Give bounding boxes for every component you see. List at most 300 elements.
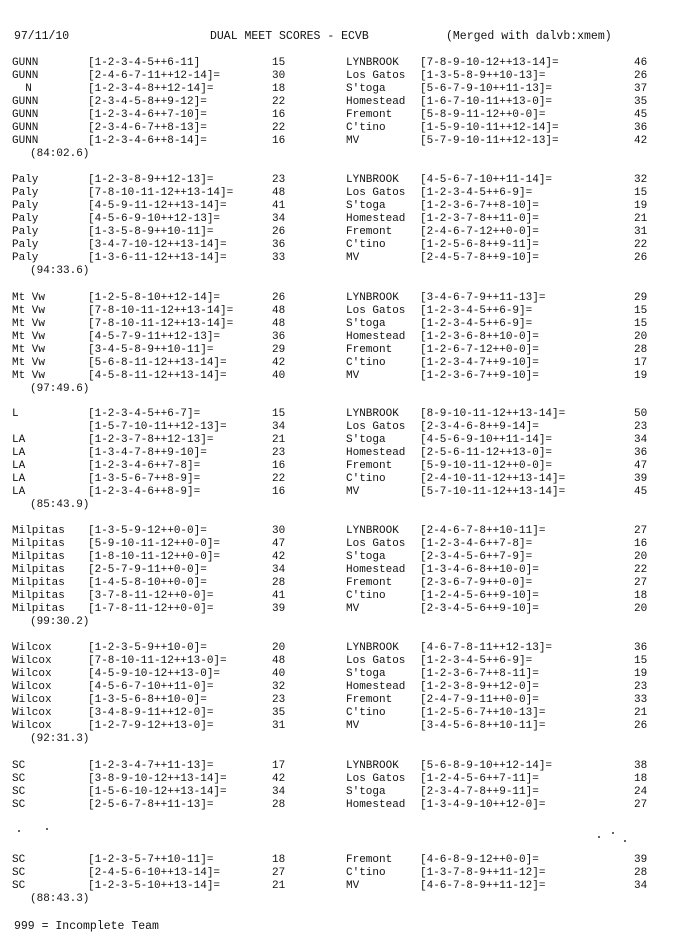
team-name: C'tino [346,707,386,719]
team-score: 50 [634,408,648,420]
team-score: 18 [272,854,286,866]
speck [612,832,614,834]
team-name: Fremont [346,226,393,238]
team-name: LYNBROOK [346,408,399,420]
team-score: 36 [272,239,286,251]
place-list: [5-6-8-9-10++12-14]= [420,760,553,772]
place-list: [4-5-6-9-10++11-14]= [420,434,553,446]
team-score: 28 [272,577,286,589]
place-list: [1-2-3-7-8++12-13]= [88,434,214,446]
team-score: 19 [634,668,648,680]
place-list: [2-3-4-5-6++9-10]= [420,603,539,615]
team-name: Los Gatos [346,421,406,433]
team-score: 22 [634,564,648,576]
team-score: 27 [634,799,648,811]
team-score: 18 [272,83,286,95]
place-list: [1-5-9-10-11++12-14]= [420,122,559,134]
team-name: Wilcox [12,655,52,667]
team-score: 33 [634,694,648,706]
place-list: [1-2-4-5-6++9-10]= [420,590,539,602]
meet-time: (94:33.6) [30,265,90,277]
team-score: 39 [634,473,648,485]
team-score: 21 [272,434,286,446]
team-name: GUNN [12,57,39,69]
team-name: L [12,408,19,420]
team-score: 16 [272,486,286,498]
page-header [14,30,677,46]
team-name: MV [346,880,360,892]
team-name: S'toga [346,318,386,330]
team-score: 34 [634,434,648,446]
team-score: 17 [272,760,286,772]
team-score: 40 [272,370,286,382]
team-name: S'toga [346,668,386,680]
team-score: 22 [272,122,286,134]
place-list: [1-2-3-4-7++11-13]= [88,760,214,772]
place-list: [1-5-7-10-11++12-13]= [88,421,227,433]
scan-artifacts [0,822,691,842]
team-name: Mt Vw [12,357,46,369]
team-score: 48 [272,187,286,199]
team-score: 45 [634,486,648,498]
team-name: Mt Vw [12,318,46,330]
team-name: LA [12,460,26,472]
team-name: Homestead [346,331,406,343]
place-list: [1-2-3-5-9++10-0]= [88,642,207,654]
team-name: C'tino [346,122,386,134]
place-list: [2-3-6-7-9++0-0]= [420,577,533,589]
team-score: 16 [272,460,286,472]
team-score: 20 [634,603,648,615]
team-name: Homestead [346,564,406,576]
place-list: [1-2-3-8-9++12-0]= [420,681,539,693]
team-score: 41 [272,590,286,602]
place-list: [1-2-3-4-7++9-10]= [420,357,539,369]
team-name: MV [346,603,360,615]
place-list: [1-2-5-8-10++12-14]= [88,292,221,304]
team-score: 29 [272,344,286,356]
team-name: Wilcox [12,642,52,654]
place-list: [7-8-10-11-12++13-14]= [88,318,234,330]
team-score: 34 [272,213,286,225]
team-name: SC [12,867,26,879]
team-score: 23 [634,681,648,693]
place-list: [1-2-3-6-7++8-11]= [420,668,539,680]
team-name: MV [346,370,360,382]
team-name: LYNBROOK [346,174,399,186]
place-list: [4-6-8-9-12++0-0]= [420,854,539,866]
team-score: 26 [634,70,648,82]
place-list: [1-2-3-4-5++6-9]= [420,318,533,330]
team-score: 16 [272,109,286,121]
place-list: [1-3-5-6-8++10-0]= [88,694,207,706]
team-score: 28 [634,867,648,879]
meet-time: (85:43.9) [30,499,90,511]
team-score: 20 [634,551,648,563]
team-name: SC [12,880,26,892]
team-name: SC [12,760,26,772]
team-score: 16 [272,135,286,147]
team-score: 45 [634,109,648,121]
team-score: 39 [272,603,286,615]
speck [18,830,20,832]
team-name: LYNBROOK [346,525,399,537]
place-list: [2-4-10-11-12++13-14]= [420,473,566,485]
team-name: Mt Vw [12,305,46,317]
place-list: [3-4-6-7-9++11-13]= [420,292,546,304]
place-list: [2-3-4-6-7++8-13]= [88,122,207,134]
team-name: Paly [12,252,39,264]
place-list: [3-4-5-6-8++10-11]= [420,720,546,732]
team-name: S'toga [346,200,386,212]
team-name: Mt Vw [12,370,46,382]
team-name: Mt Vw [12,292,46,304]
team-name: LYNBROOK [346,760,399,772]
place-list: [7-8-10-11-12++13-0]= [88,655,227,667]
place-list: [2-3-4-5-8++9-12]= [88,96,207,108]
team-score: 34 [272,564,286,576]
team-score: 26 [272,292,286,304]
team-name: Homestead [346,447,406,459]
team-name: Mt Vw [12,331,46,343]
place-list: [1-3-5-6-7++8-9]= [88,473,201,485]
team-score: 17 [634,357,648,369]
team-name: SC [12,773,26,785]
place-list: [2-4-5-6-10++13-14]= [88,867,221,879]
team-name: MV [346,252,360,264]
team-name: Wilcox [12,668,52,680]
place-list: [4-5-9-11-12++13-14]= [88,200,227,212]
team-name: SC [12,799,26,811]
place-list: [3-8-9-10-12++13-14]= [88,773,227,785]
place-list: [1-2-3-4-5++6-9]= [420,305,533,317]
team-name: Fremont [346,344,393,356]
team-score: 21 [272,880,286,892]
team-score: 40 [272,668,286,680]
place-list: [1-2-3-4-5++6-9]= [420,187,533,199]
team-score: 15 [272,57,286,69]
team-name: Paly [12,226,39,238]
place-list: [5-6-8-11-12++13-14]= [88,357,227,369]
team-score: 20 [272,642,286,654]
team-score: 15 [634,187,648,199]
team-score: 41 [272,200,286,212]
team-name: GUNN [12,70,39,82]
team-name: Wilcox [12,681,52,693]
team-name: Mt Vw [12,344,46,356]
team-score: 21 [634,707,648,719]
team-score: 23 [634,421,648,433]
meet-time: (84:02.6) [30,148,90,160]
team-score: 35 [272,707,286,719]
team-name: Homestead [346,799,406,811]
team-name: N [12,83,32,95]
team-score: 22 [634,239,648,251]
team-name: GUNN [12,96,39,108]
place-list: [2-4-5-7-8++9-10]= [420,252,539,264]
team-name: LA [12,447,26,459]
place-list: [1-3-5-9-12++0-0]= [88,525,207,537]
place-list: [2-3-4-5-6++7-9]= [420,551,533,563]
team-score: 23 [272,447,286,459]
place-list: [1-2-3-4-6++7-8]= [88,460,201,472]
place-list: [5-9-10-11-12++0-0]= [88,538,221,550]
team-name: Wilcox [12,707,52,719]
team-score: 48 [272,305,286,317]
team-name: Paly [12,200,39,212]
team-score: 23 [272,174,286,186]
place-list: [1-2-7-9-12++13-0]= [88,720,214,732]
team-score: 47 [272,538,286,550]
team-name: Fremont [346,854,393,866]
place-list: [1-6-7-10-11++13-0]= [420,96,553,108]
team-name: C'tino [346,357,386,369]
place-list: [1-2-3-4-5++6-11] [88,57,201,69]
place-list: [8-9-10-11-12++13-14]= [420,408,566,420]
place-list: [4-6-7-8-11++12-13]= [420,642,553,654]
team-name: Wilcox [12,720,52,732]
place-list: [3-7-8-11-12++0-0]= [88,590,214,602]
team-score: 37 [634,83,648,95]
meet-time: (99:30.2) [30,616,90,628]
report-date: 97/11/10 [14,30,70,43]
place-list: [7-8-10-11-12++13-14]= [88,187,234,199]
place-list: [3-4-7-10-12++13-14]= [88,239,227,251]
team-name: S'toga [346,83,386,95]
place-list: [1-3-5-8-9++10-13]= [420,70,546,82]
team-name: Paly [12,239,39,251]
place-list: [1-3-6-11-12++13-14]= [88,252,227,264]
place-list: [4-6-7-8-9++11-12]= [420,880,546,892]
place-list: [7-8-9-10-12++13-14]= [420,57,559,69]
team-name: C'tino [346,239,386,251]
place-list: [4-5-6-7-10++11-0]= [88,681,214,693]
team-name: Paly [12,213,39,225]
team-score: 20 [634,331,648,343]
team-name: Milpitas [12,603,65,615]
place-list: [1-8-10-11-12++0-0]= [88,551,221,563]
team-name: GUNN [12,122,39,134]
team-name: GUNN [12,135,39,147]
team-score: 27 [272,867,286,879]
team-score: 36 [272,331,286,343]
team-name: Fremont [346,694,393,706]
team-score: 33 [272,252,286,264]
place-list: [5-7-9-10-11++12-13]= [420,135,559,147]
place-list: [5-7-10-11-12++13-14]= [420,486,566,498]
team-score: 21 [634,213,648,225]
team-score: 47 [634,460,648,472]
team-score: 19 [634,370,648,382]
footer-note: 999 = Incomplete Team [14,920,159,933]
team-name: Paly [12,174,39,186]
team-score: 36 [634,447,648,459]
team-score: 34 [272,421,286,433]
place-list: [2-5-6-11-12++13-0]= [420,447,553,459]
place-list: [2-4-7-9-11++0-0]= [420,694,539,706]
speck [46,828,48,830]
place-list: [1-7-8-11-12++0-0]= [88,603,214,615]
team-score: 32 [272,681,286,693]
team-score: 34 [634,880,648,892]
place-list: [2-5-7-9-11++0-0]= [88,564,207,576]
team-score: 35 [634,96,648,108]
place-list: [4-5-8-11-12++13-14]= [88,370,227,382]
speck [598,836,600,838]
place-list: [3-4-5-8-9++10-11]= [88,344,214,356]
team-name: C'tino [346,590,386,602]
team-score: 48 [272,655,286,667]
team-name: Homestead [346,96,406,108]
team-score: 19 [634,200,648,212]
team-name: Milpitas [12,564,65,576]
place-list: [1-3-4-9-10++12-0]= [420,799,546,811]
team-score: 31 [272,720,286,732]
team-score: 22 [272,473,286,485]
team-name: S'toga [346,786,386,798]
team-name: Milpitas [12,551,65,563]
team-name: Homestead [346,213,406,225]
place-list: [2-4-6-7-11++12-14]= [88,70,221,82]
place-list: [4-5-6-7-10++11-14]= [420,174,553,186]
team-score: 15 [272,408,286,420]
place-list: [1-2-3-4-6++7-8]= [420,538,533,550]
team-name: LA [12,473,26,485]
team-score: 48 [272,318,286,330]
place-list: [2-3-4-7-8++9-11]= [420,786,539,798]
place-list: [1-2-3-6-7++8-10]= [420,200,539,212]
place-list: [1-2-3-4-5++6-9]= [420,655,533,667]
speck [624,840,626,842]
team-name: S'toga [346,434,386,446]
team-name: Los Gatos [346,70,406,82]
team-name: C'tino [346,867,386,879]
team-name: MV [346,486,360,498]
place-list: [1-3-7-8-9++11-12]= [420,867,546,879]
place-list: [1-2-3-4-5++6-7]= [88,408,201,420]
team-name: Paly [12,187,39,199]
place-list: [1-3-4-6-8++10-0]= [420,564,539,576]
place-list: [7-8-10-11-12++13-14]= [88,305,234,317]
merge-note: (Merged with dalvb:xmem) [446,30,612,43]
place-list: [3-4-8-9-11++12-0]= [88,707,214,719]
place-list: [1-2-3-5-10++13-14]= [88,880,221,892]
team-score: 18 [634,590,648,602]
team-name: LYNBROOK [346,57,399,69]
team-name: Milpitas [12,577,65,589]
place-list: [1-2-6-7-12++0-0]= [420,344,539,356]
team-name: C'tino [346,473,386,485]
team-score: 39 [634,854,648,866]
place-list: [1-2-3-4-6++8-9]= [88,486,201,498]
team-name: Fremont [346,109,393,121]
team-score: 30 [272,70,286,82]
team-name: LYNBROOK [346,642,399,654]
place-list: [5-6-7-9-10++11-13]= [420,83,553,95]
team-name: Milpitas [12,590,65,602]
team-name: GUNN [12,109,39,121]
place-list: [2-4-6-7-12++0-0]= [420,226,539,238]
place-list: [1-4-5-8-10++0-0]= [88,577,207,589]
meet-time: (97:49.6) [30,383,90,395]
team-score: 26 [634,252,648,264]
place-list: [2-5-6-7-8++11-13]= [88,799,214,811]
team-name: Los Gatos [346,187,406,199]
place-list: [5-8-9-11-12++0-0]= [420,109,546,121]
place-list: [1-2-4-5-6++7-11]= [420,773,539,785]
team-name: LYNBROOK [346,292,399,304]
team-score: 15 [634,655,648,667]
team-name: Wilcox [12,694,52,706]
team-name: SC [12,854,26,866]
team-name: MV [346,720,360,732]
place-list: [1-3-5-8-9++10-11]= [88,226,214,238]
place-list: [4-5-9-10-12++13-0]= [88,668,221,680]
team-score: 32 [634,174,648,186]
place-list: [1-2-3-8-9++12-13]= [88,174,214,186]
team-score: 46 [634,57,648,69]
team-name: S'toga [346,551,386,563]
meet-time: (88:43.3) [30,893,90,905]
place-list: [2-4-6-7-8++10-11]= [420,525,546,537]
team-name: Fremont [346,460,393,472]
team-score: 31 [634,226,648,238]
team-name: Homestead [346,681,406,693]
report-title: DUAL MEET SCORES - ECVB [210,30,369,43]
place-list: [1-2-3-6-8++10-0]= [420,331,539,343]
team-score: 42 [272,773,286,785]
team-score: 36 [634,122,648,134]
meet-time: (92:31.3) [30,733,90,745]
place-list: [1-2-3-7-8++11-0]= [420,213,539,225]
place-list: [1-3-4-7-8++9-10]= [88,447,207,459]
team-name: LA [12,486,26,498]
team-score: 29 [634,292,648,304]
team-name: SC [12,786,26,798]
team-name: Fremont [346,577,393,589]
team-score: 34 [272,786,286,798]
team-score: 28 [272,799,286,811]
place-list: [1-2-5-6-7++10-13]= [420,707,546,719]
team-score: 24 [634,786,648,798]
team-score: 38 [634,760,648,772]
team-name: LA [12,434,26,446]
place-list: [1-2-5-6-8++9-11]= [420,239,539,251]
place-list: [5-9-10-11-12++0-0]= [420,460,553,472]
team-name: Milpitas [12,525,65,537]
team-score: 26 [272,226,286,238]
team-name: Los Gatos [346,773,406,785]
place-list: [4-5-7-9-11++12-13]= [88,331,221,343]
team-name: Los Gatos [346,538,406,550]
team-score: 27 [634,577,648,589]
team-score: 42 [272,551,286,563]
place-list: [1-2-3-6-7++9-10]= [420,370,539,382]
team-score: 42 [634,135,648,147]
place-list: [1-2-3-4-6++8-14]= [88,135,207,147]
team-name: Los Gatos [346,305,406,317]
team-score: 27 [634,525,648,537]
place-list: [1-5-6-10-12++13-14]= [88,786,227,798]
team-name: Los Gatos [346,655,406,667]
team-name: MV [346,135,360,147]
team-score: 23 [272,694,286,706]
team-score: 15 [634,318,648,330]
team-score: 36 [634,642,648,654]
team-score: 15 [634,305,648,317]
place-list: [1-2-3-5-7++10-11]= [88,854,214,866]
team-score: 18 [634,773,648,785]
